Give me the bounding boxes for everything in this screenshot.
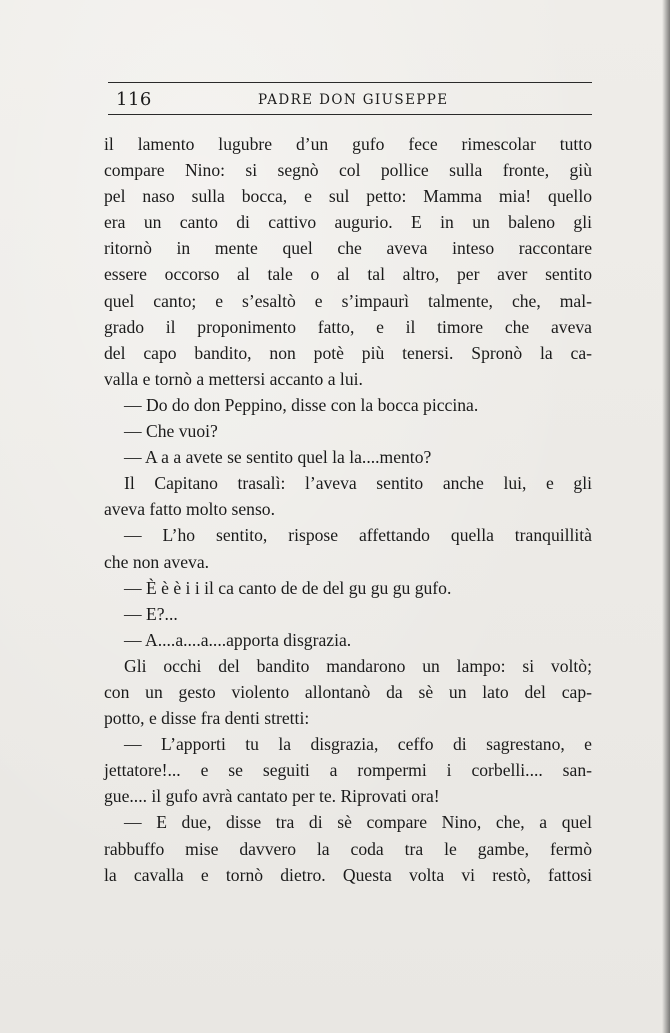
text-line: compare Nino: si segnò col pollice sulla fronte, giù bbox=[104, 160, 592, 181]
text-line: — A a a avete se sentito quel la la....mento? bbox=[124, 447, 432, 468]
running-title: PADRE DON GIUSEPPE bbox=[258, 92, 449, 108]
text-line: il lamento lugubre d’un gufo fece rimescolar tutto bbox=[104, 134, 592, 154]
text-line: Gli occhi del bandito mandarono un lampo: si voltò; bbox=[124, 655, 592, 676]
text-line: aveva fatto molto senso. bbox=[104, 499, 276, 520]
text-line: grado il proponimento fatto, e il timore che aveva bbox=[104, 316, 592, 337]
text-line: la cavalla e tornò dietro. Questa volta vi restò, fattosi bbox=[104, 864, 592, 885]
text-line: con un gesto violento allontanò da sè un lato del cap- bbox=[104, 681, 592, 702]
text-line: — L’ho sentito, rispose affettando quella tranquillità bbox=[124, 525, 592, 546]
text-line: Il Capitano trasalì: l’aveva sentito anche lui, e gli bbox=[124, 473, 592, 494]
text-line: gue.... il gufo avrà cantato per te. Riprovati ora! bbox=[104, 786, 440, 807]
text-line: pel naso sulla bocca, e sul petto: Mamma mia! quello bbox=[104, 186, 592, 207]
text-line: del capo bandito, non potè più tenersi. Spronò la ca- bbox=[104, 342, 592, 363]
text-line: rabbuffo mise davvero la coda tra le gambe, fermò bbox=[104, 838, 592, 859]
text-line: valla e tornò a mettersi accanto a lui. bbox=[104, 368, 363, 389]
header-rule-bottom bbox=[108, 114, 592, 115]
text-line: che non aveva. bbox=[104, 551, 210, 572]
header-rule-top bbox=[108, 82, 592, 83]
text-line: — E?... bbox=[124, 603, 178, 624]
text-line: jettatore!... e se seguiti a rompermi i corbelli.... san- bbox=[104, 760, 592, 781]
text-line: — L’apporti tu la disgrazia, ceffo di sagrestano, e bbox=[124, 734, 592, 755]
text-line: — E due, disse tra di sè compare Nino, che, a quel bbox=[124, 812, 592, 833]
text-line: — A....a....a....apporta disgrazia. bbox=[124, 629, 352, 650]
text-line: era un canto di cattivo augurio. E in un baleno gli bbox=[104, 212, 592, 233]
text-line: — Do do don Peppino, disse con la bocca piccina. bbox=[124, 394, 479, 415]
text-line: — È è è i i il ca canto de de del gu gu gu gufo. bbox=[124, 577, 452, 598]
text-line: potto, e disse fra denti stretti: bbox=[104, 708, 310, 729]
page-edge-shadow bbox=[662, 0, 670, 1033]
text-line: — Che vuoi? bbox=[124, 421, 218, 442]
text-line: ritornò in mente quel che aveva inteso raccontare bbox=[104, 238, 592, 259]
page-number: 116 bbox=[116, 89, 152, 110]
body-text bbox=[104, 131, 592, 888]
text-line: essere occorso al tale o al tal altro, per aver sentito bbox=[104, 264, 592, 285]
text-line: quel canto; e s’esaltò e s’impaurì talmente, che, mal- bbox=[104, 290, 592, 311]
